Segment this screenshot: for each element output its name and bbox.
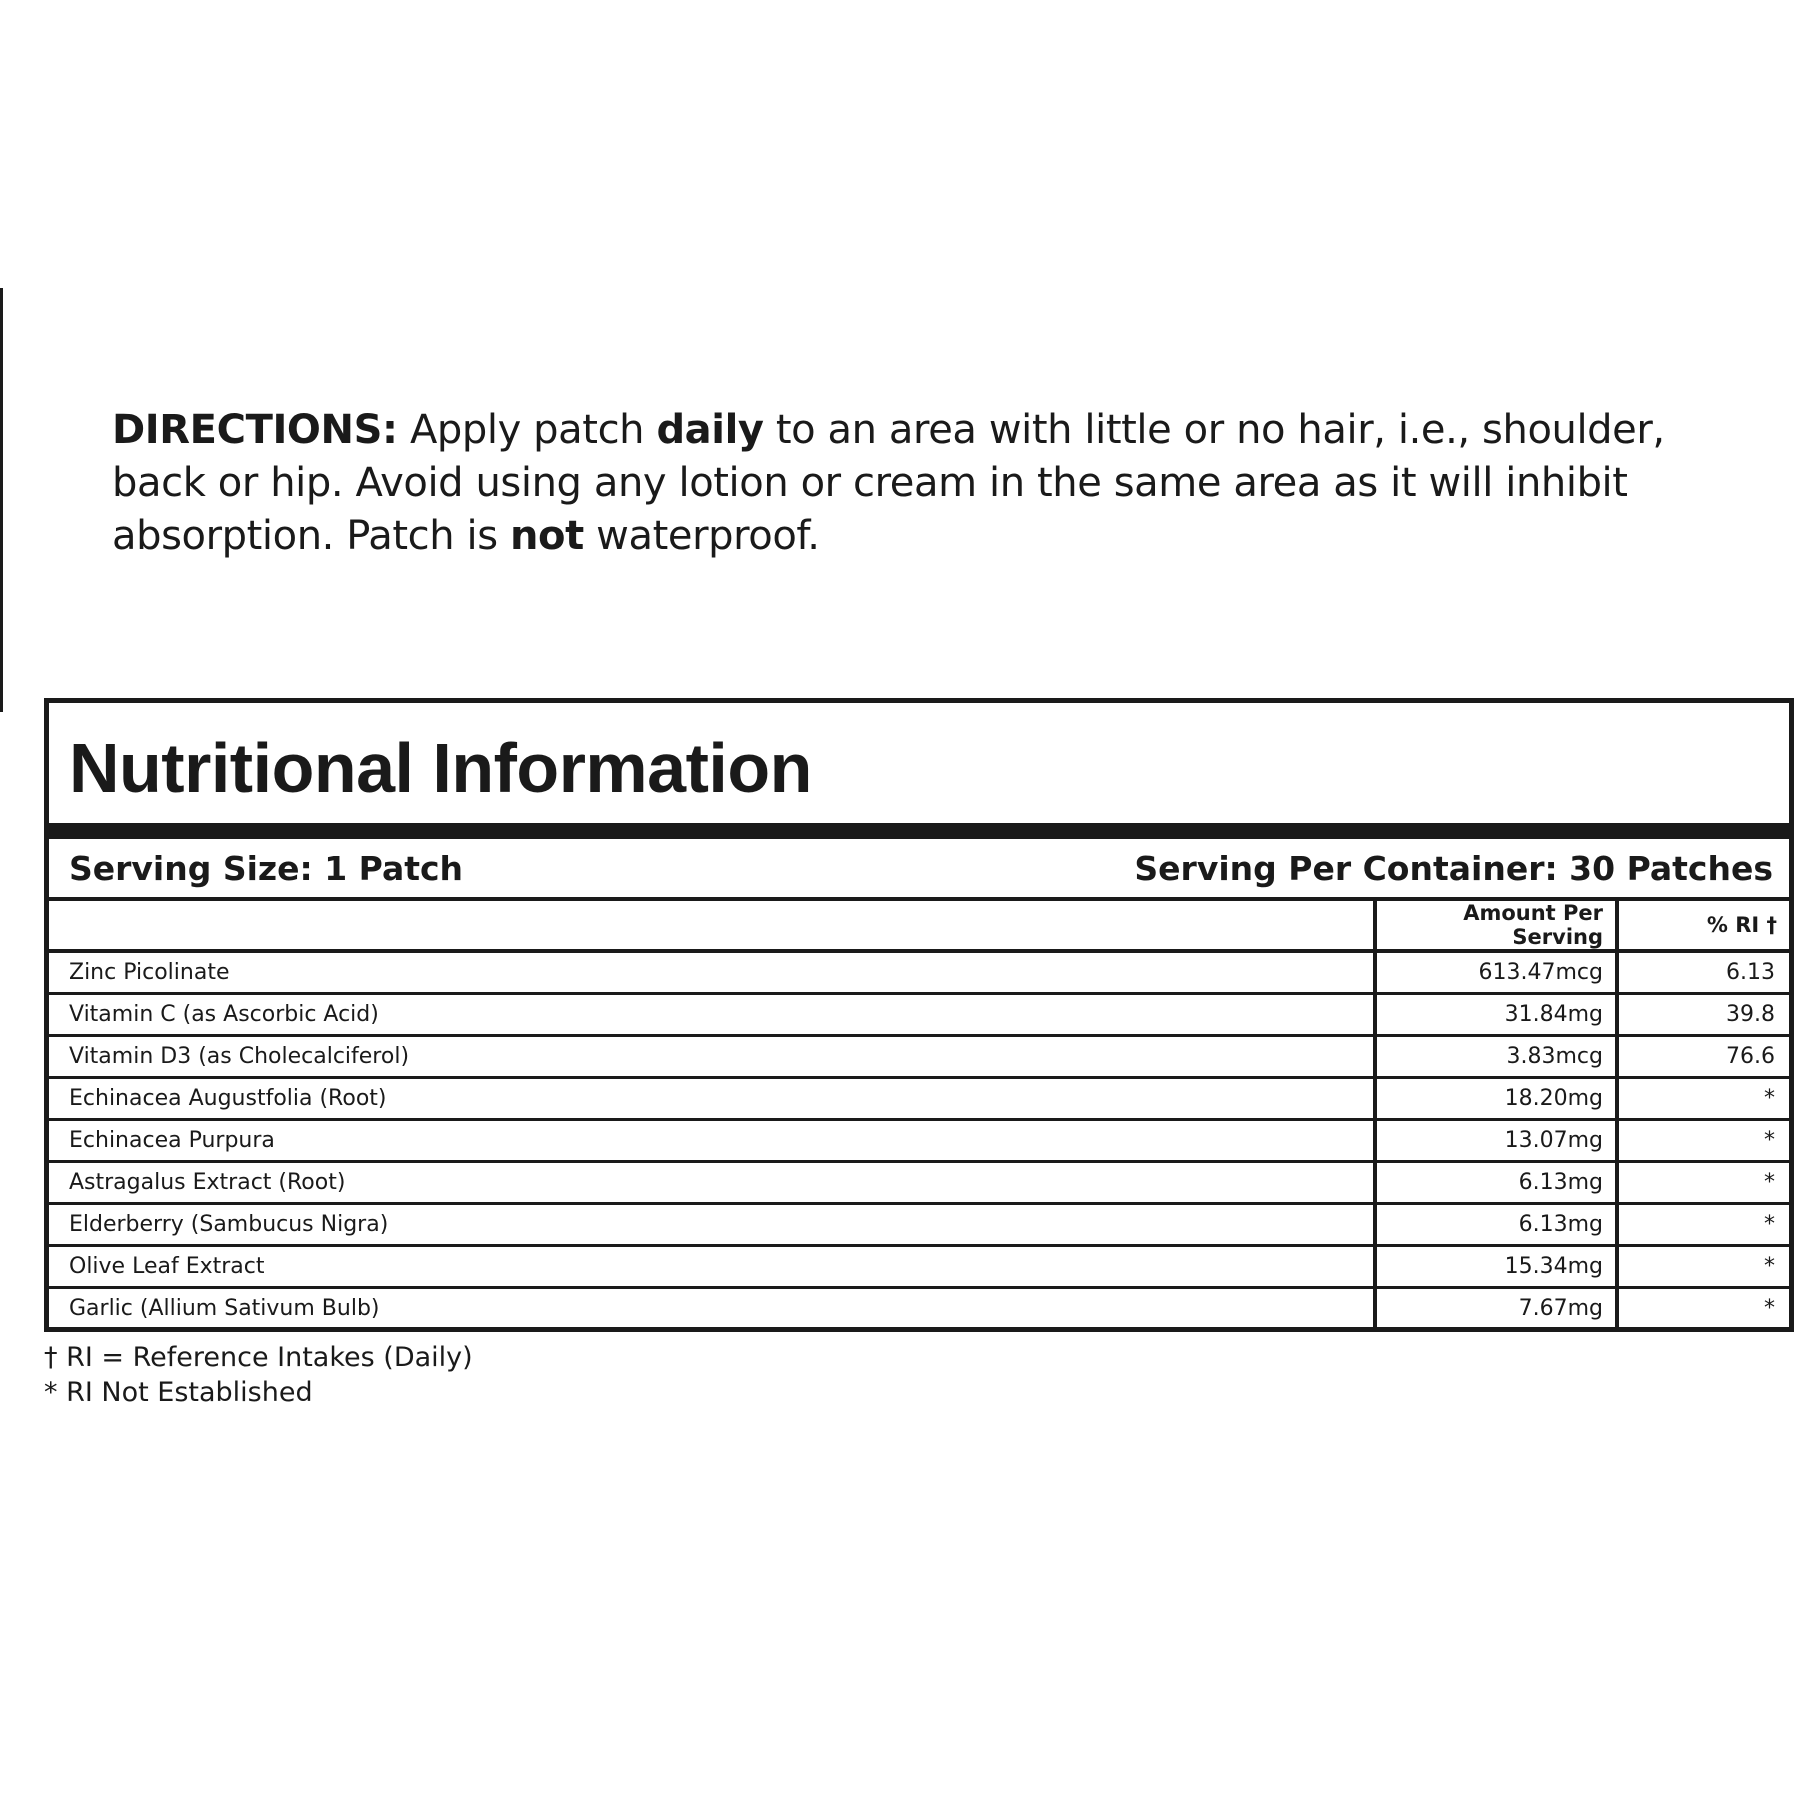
table-row — [49, 993, 1789, 1035]
table-row — [49, 1245, 1789, 1287]
servings-per-container: Serving Per Container: 30 Patches — [1134, 849, 1773, 888]
nutrition-table — [49, 901, 1789, 1329]
ingredient-ri: 6.13 — [1617, 951, 1789, 993]
ingredient-name: Astragalus Extract (Root) — [49, 1161, 1375, 1203]
footnotes — [44, 1340, 473, 1410]
table-row — [49, 1203, 1789, 1245]
directions-bold-not: not — [509, 513, 584, 559]
nutrition-panel — [44, 698, 1794, 1332]
ingredient-amount: 7.67mg — [1375, 1287, 1617, 1329]
ingredient-ri: * — [1617, 1161, 1789, 1203]
ingredient-amount: 3.83mcg — [1375, 1035, 1617, 1077]
ingredient-ri: * — [1617, 1119, 1789, 1161]
ingredient-name: Olive Leaf Extract — [49, 1245, 1375, 1287]
ingredient-amount: 18.20mg — [1375, 1077, 1617, 1119]
table-row — [49, 951, 1789, 993]
ingredient-amount: 15.34mg — [1375, 1245, 1617, 1287]
table-header-row — [49, 901, 1789, 951]
nutrition-table-body — [49, 951, 1789, 1329]
ingredient-amount: 6.13mg — [1375, 1161, 1617, 1203]
serving-size: Serving Size: 1 Patch — [69, 849, 464, 888]
ingredient-name: Echinacea Augustfolia (Root) — [49, 1077, 1375, 1119]
header-amount: Amount Per Serving — [1375, 901, 1617, 951]
ingredient-amount: 31.84mg — [1375, 993, 1617, 1035]
ingredient-name: Elderberry (Sambucus Nigra) — [49, 1203, 1375, 1245]
header-blank — [49, 901, 1375, 951]
table-row — [49, 1119, 1789, 1161]
table-row — [49, 1161, 1789, 1203]
table-row — [49, 1035, 1789, 1077]
ingredient-amount: 13.07mg — [1375, 1119, 1617, 1161]
panel-title: Nutritional Information — [69, 729, 812, 807]
ingredient-amount: 613.47mcg — [1375, 951, 1617, 993]
directions-heading: DIRECTIONS: — [112, 407, 398, 453]
ingredient-ri: * — [1617, 1203, 1789, 1245]
ingredient-ri: * — [1617, 1287, 1789, 1329]
panel-divider — [49, 823, 1789, 839]
table-row — [49, 1077, 1789, 1119]
directions-bold-daily: daily — [656, 407, 764, 453]
edge-rule — [0, 288, 3, 712]
footnote-dagger: † RI = Reference Intakes (Daily) — [44, 1342, 473, 1373]
ingredient-name: Vitamin D3 (as Cholecalciferol) — [49, 1035, 1375, 1077]
serving-row — [49, 839, 1789, 901]
directions-text-3: waterproof. — [583, 513, 820, 559]
table-row — [49, 1287, 1789, 1329]
ingredient-name: Vitamin C (as Ascorbic Acid) — [49, 993, 1375, 1035]
ingredient-ri: * — [1617, 1245, 1789, 1287]
panel-title-row — [49, 703, 1789, 823]
ingredient-name: Zinc Picolinate — [49, 951, 1375, 993]
footnote-asterisk: * RI Not Established — [44, 1377, 313, 1408]
header-ri: % RI † — [1617, 901, 1789, 951]
ingredient-amount: 6.13mg — [1375, 1203, 1617, 1245]
ingredient-ri: 39.8 — [1617, 993, 1789, 1035]
ingredient-name: Garlic (Allium Sativum Bulb) — [69, 1296, 380, 1322]
directions-text-1: Apply patch — [397, 407, 657, 453]
directions-text-2: to an area with little or no hair, i.e., shoulder, back or hip. Avoid using any lotion or cream in the same area as it will inhibit absorption. Patch is — [112, 407, 1665, 559]
directions-paragraph — [112, 404, 1752, 563]
ingredient-name: Echinacea Purpura — [49, 1119, 1375, 1161]
ingredient-ri: * — [1617, 1077, 1789, 1119]
ingredient-ri: 76.6 — [1617, 1035, 1789, 1077]
